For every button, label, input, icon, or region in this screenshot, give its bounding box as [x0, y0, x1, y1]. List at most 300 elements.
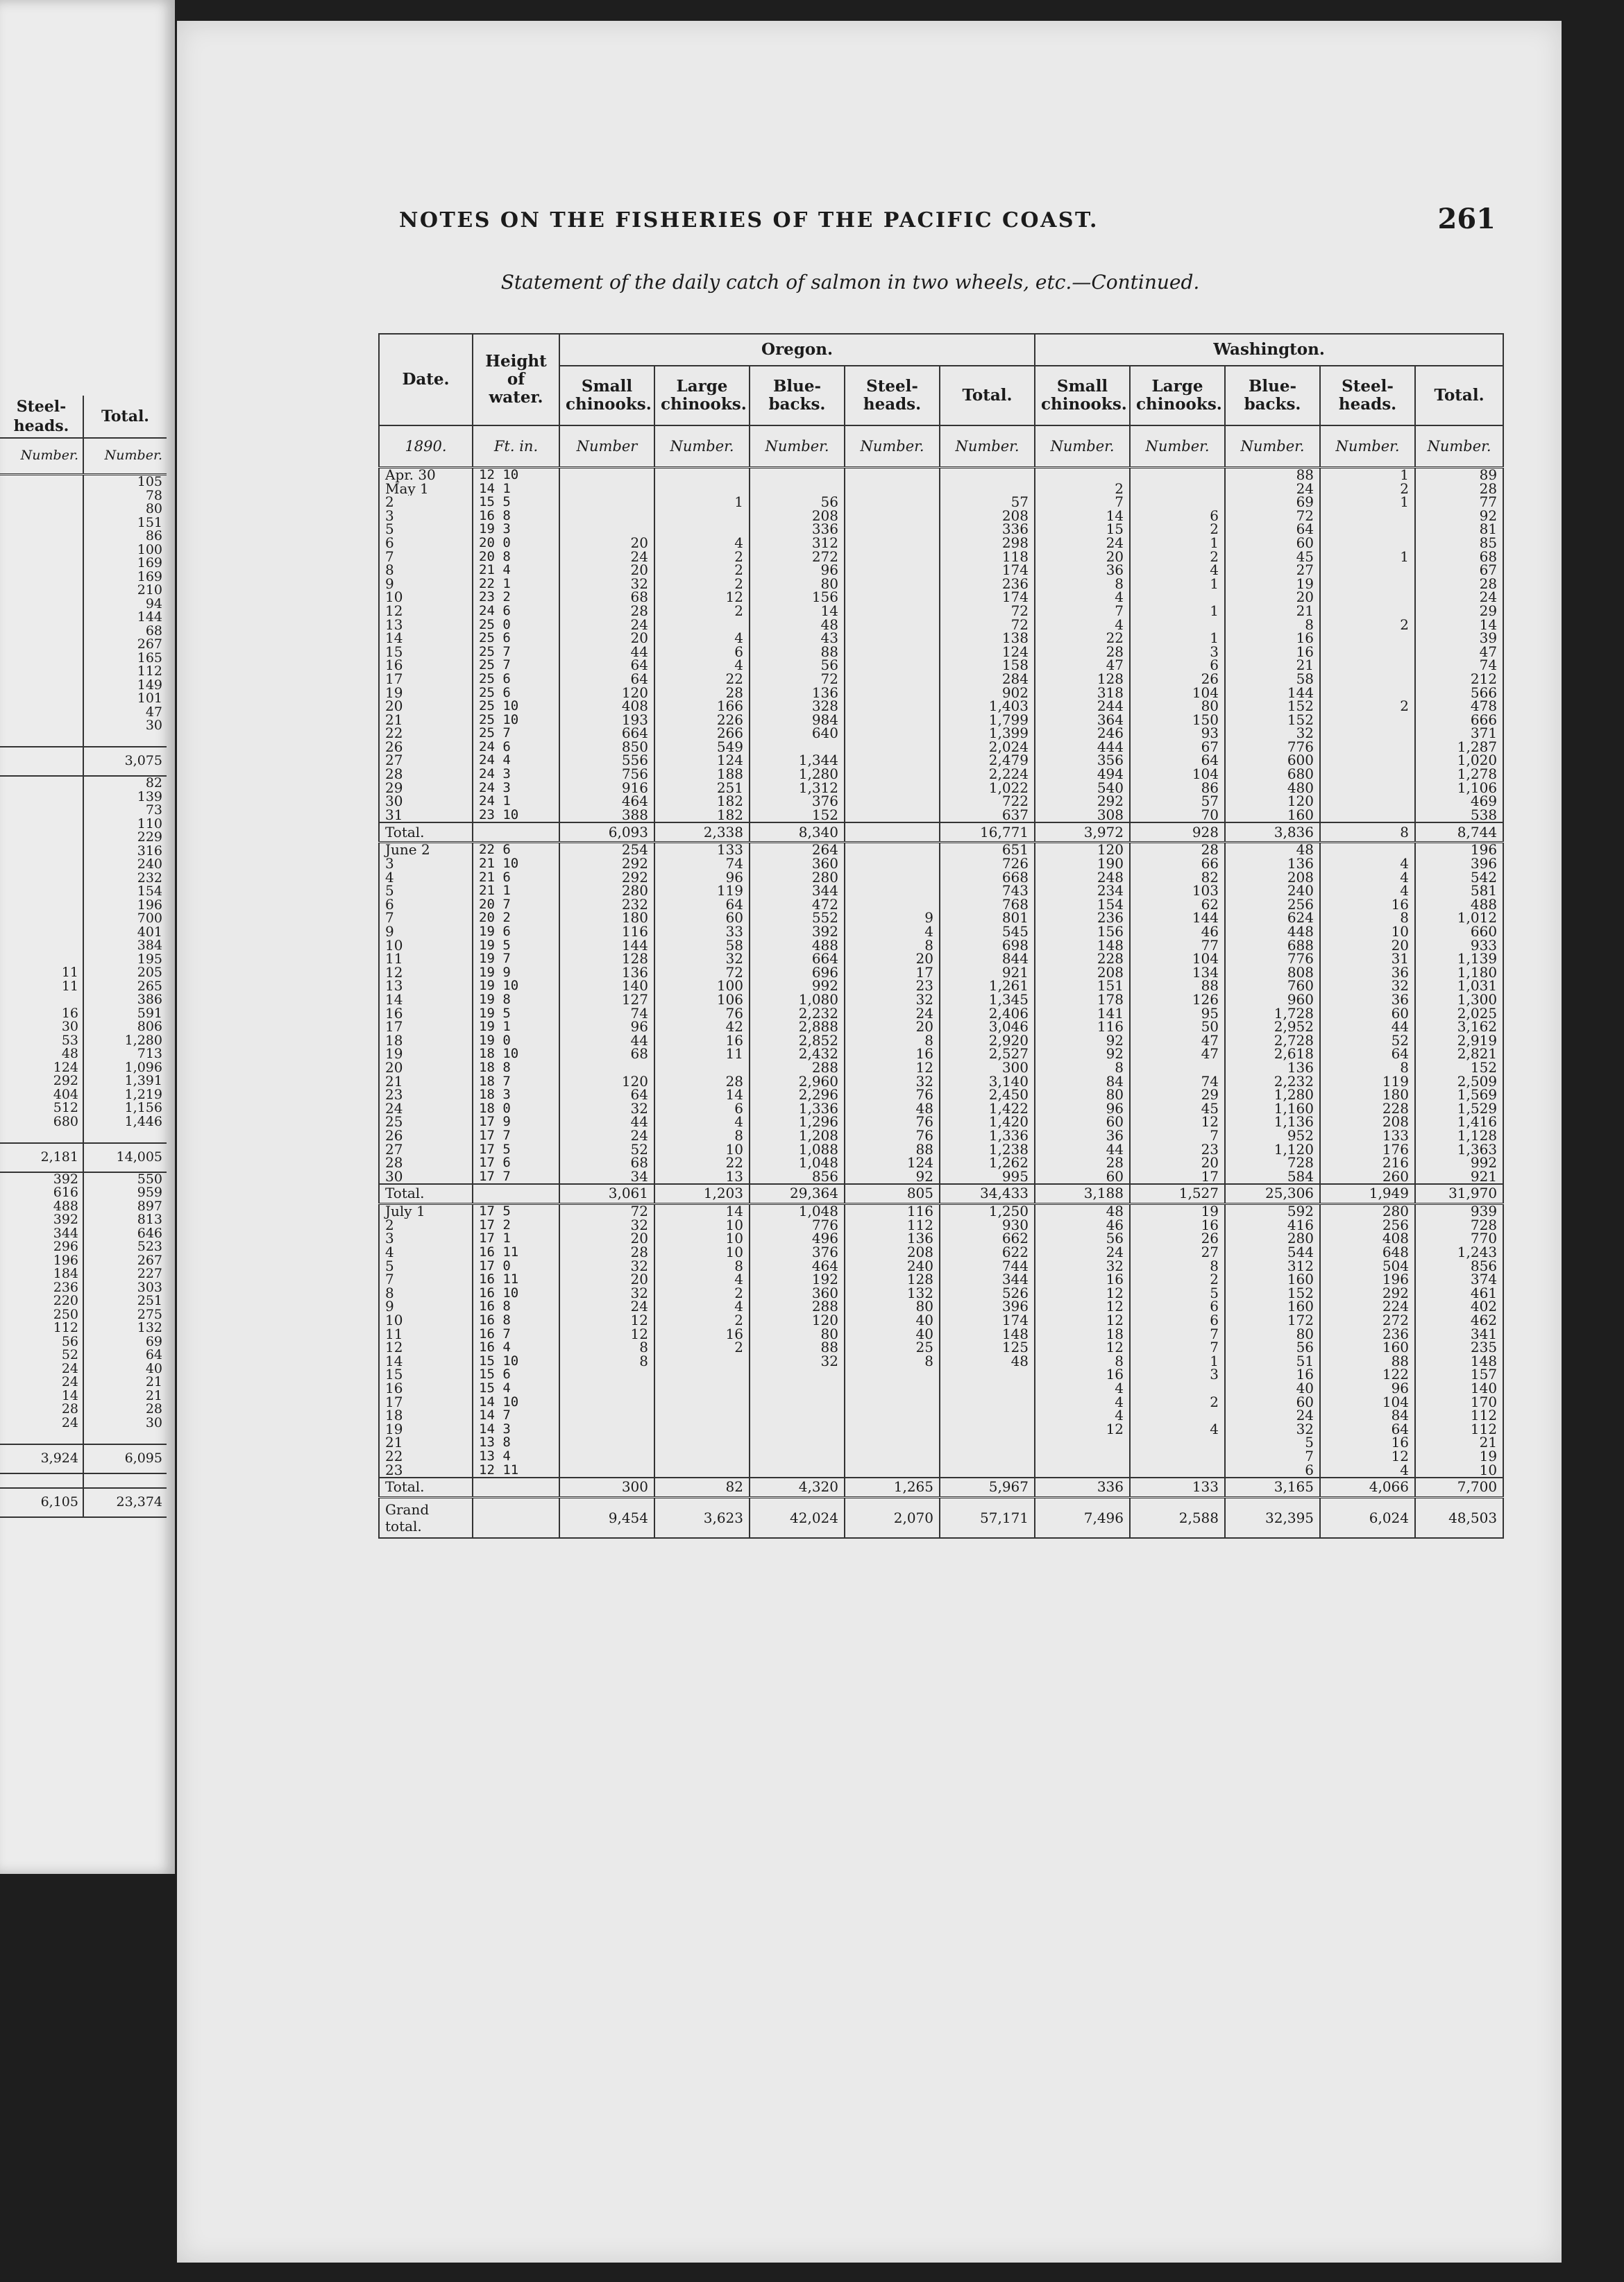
count-cell: 1,336	[940, 1129, 1035, 1143]
count-cell: 544	[1225, 1246, 1320, 1260]
count-cell: 624	[1225, 911, 1320, 925]
count-cell: 1,527	[1130, 1184, 1225, 1204]
count-cell: 174	[940, 1314, 1035, 1328]
table-row	[379, 1436, 1503, 1450]
count-cell	[845, 564, 940, 577]
count-cell: 138	[940, 632, 1035, 645]
count-cell: 148	[940, 1328, 1035, 1342]
count-cell: 2,821	[1415, 1047, 1503, 1061]
left-row	[0, 791, 167, 804]
count-cell	[1320, 727, 1415, 741]
count-cell	[750, 482, 845, 496]
left-cell: 232	[137, 871, 162, 885]
left-cell: 24	[0, 1376, 83, 1389]
count-cell: 48	[845, 1102, 940, 1116]
table-row	[379, 1088, 1503, 1102]
left-row	[0, 845, 167, 859]
left-cell: 14	[0, 1389, 83, 1403]
left-cell: 30	[145, 719, 162, 733]
count-cell	[1320, 809, 1415, 823]
count-cell: 8	[1035, 1061, 1130, 1075]
count-cell: 21	[1415, 1436, 1503, 1450]
col-bluebacks: Blue-backs.	[750, 366, 845, 425]
count-cell: 1,336	[750, 1102, 845, 1116]
count-cell: 2	[654, 1287, 750, 1301]
count-cell: 3,623	[654, 1498, 750, 1539]
left-cell	[0, 804, 83, 818]
date-cell: 19	[385, 1422, 403, 1437]
count-cell	[845, 1436, 940, 1450]
count-cell: 64	[1320, 1423, 1415, 1437]
count-cell: 40	[845, 1314, 940, 1328]
date-cell: 12	[385, 965, 403, 980]
left-cell: 196	[137, 898, 162, 912]
table-row	[379, 795, 1503, 809]
count-cell: 116	[845, 1204, 940, 1219]
left-cell: 267	[137, 638, 162, 652]
unit-label: Number	[559, 425, 654, 468]
count-cell: 808	[1225, 966, 1320, 980]
count-cell: 464	[750, 1260, 845, 1274]
count-cell: 16	[1035, 1273, 1130, 1287]
count-cell: 82	[1130, 871, 1225, 885]
count-cell: 1,208	[750, 1129, 845, 1143]
count-cell: 128	[845, 1273, 940, 1287]
count-cell: 32	[1225, 727, 1320, 741]
count-cell: 36	[1320, 993, 1415, 1007]
count-cell: 284	[940, 673, 1035, 686]
count-cell	[845, 781, 940, 795]
count-cell: 132	[845, 1287, 940, 1301]
count-cell: 3,836	[1225, 822, 1320, 843]
count-cell: 16	[654, 1034, 750, 1048]
count-cell: 174	[940, 591, 1035, 605]
left-cell: 149	[137, 678, 162, 692]
height-cell: 16 7	[473, 1328, 559, 1342]
left-unit: Number.	[83, 438, 167, 475]
count-cell: 22	[1035, 632, 1130, 645]
count-cell: 1,280	[1225, 1088, 1320, 1102]
count-cell: 1,139	[1415, 952, 1503, 966]
count-cell	[1130, 591, 1225, 605]
count-cell: 8	[654, 1129, 750, 1143]
count-cell: 16	[1035, 1368, 1130, 1382]
count-cell: 32	[845, 1075, 940, 1089]
height-cell: 16 8	[473, 509, 559, 523]
left-cell: 169	[137, 570, 162, 584]
count-cell: 10	[1320, 925, 1415, 939]
left-cell: 220	[0, 1294, 83, 1308]
count-cell: 1,106	[1415, 781, 1503, 795]
count-cell: 4,320	[750, 1478, 845, 1498]
count-cell: 1,048	[750, 1156, 845, 1170]
count-cell	[845, 843, 940, 857]
left-cell	[0, 818, 83, 831]
date-cell: 19	[385, 686, 403, 700]
date-cell: 17	[385, 1020, 403, 1034]
count-cell: 120	[559, 1075, 654, 1089]
count-cell: 8	[559, 1341, 654, 1355]
table-row	[379, 536, 1503, 550]
count-cell: 312	[1225, 1260, 1320, 1274]
left-cell: 275	[137, 1308, 162, 1321]
count-cell: 236	[940, 577, 1035, 591]
count-cell	[559, 1423, 654, 1437]
count-cell: 34,433	[940, 1184, 1035, 1204]
count-cell: 208	[940, 509, 1035, 523]
count-cell: 6	[1130, 1314, 1225, 1328]
left-cell: 165	[137, 651, 162, 665]
count-cell: 166	[654, 700, 750, 713]
count-cell	[940, 1382, 1035, 1396]
left-cell: 14,005	[83, 1143, 167, 1172]
count-cell	[845, 754, 940, 768]
count-cell: 1,949	[1320, 1184, 1415, 1204]
left-cell: 386	[137, 993, 162, 1007]
running-title: NOTES ON THE FISHERIES OF THE PACIFIC COAST.	[399, 208, 1099, 233]
height-cell: 24 6	[473, 605, 559, 618]
count-cell: 622	[940, 1246, 1035, 1260]
count-cell	[1320, 591, 1415, 605]
left-cell: 251	[137, 1294, 162, 1308]
col-date: Date.	[379, 334, 473, 425]
count-cell: 45	[1130, 1102, 1225, 1116]
count-cell: 74	[1130, 1075, 1225, 1089]
count-cell: 60	[1225, 536, 1320, 550]
left-row	[0, 1129, 167, 1143]
count-cell: 992	[1415, 1156, 1503, 1170]
count-cell: 7	[1130, 1328, 1225, 1342]
count-cell: 844	[940, 952, 1035, 966]
count-cell: 6	[654, 1102, 750, 1116]
height-cell	[473, 1184, 559, 1204]
left-row	[0, 502, 167, 516]
left-row	[0, 1267, 167, 1281]
count-cell: 3,046	[940, 1020, 1035, 1034]
left-cell: 53	[0, 1034, 83, 1048]
count-cell: 19	[1415, 1450, 1503, 1464]
count-cell: 504	[1320, 1260, 1415, 1274]
count-cell: 264	[750, 843, 845, 857]
count-cell: 1,363	[1415, 1143, 1503, 1157]
left-row	[0, 679, 167, 693]
count-cell: 22	[654, 673, 750, 686]
left-row	[0, 1143, 167, 1172]
count-cell: 100	[654, 979, 750, 993]
count-cell: 80	[750, 1328, 845, 1342]
count-cell	[1320, 795, 1415, 809]
count-cell: 9	[845, 911, 940, 925]
table-row	[379, 979, 1503, 993]
count-cell	[845, 1450, 940, 1464]
count-cell: 2	[1035, 482, 1130, 496]
count-cell: 292	[1320, 1287, 1415, 1301]
count-cell	[750, 1382, 845, 1396]
count-cell: 2,852	[750, 1034, 845, 1048]
left-cell: 112	[137, 665, 162, 679]
count-cell: 8,744	[1415, 822, 1503, 843]
table-row	[379, 1260, 1503, 1274]
count-cell: 254	[559, 843, 654, 857]
table-row	[379, 550, 1503, 564]
count-cell	[845, 700, 940, 713]
count-cell	[845, 871, 940, 885]
left-row	[0, 1473, 167, 1489]
date-cell: 9	[385, 1300, 394, 1315]
count-cell	[559, 1409, 654, 1423]
count-cell	[654, 1464, 750, 1478]
table-row	[379, 1314, 1503, 1328]
count-cell: 1	[1130, 632, 1225, 645]
date-cell: 4	[385, 1246, 394, 1260]
left-row	[0, 831, 167, 845]
count-cell: 2,406	[940, 1007, 1035, 1021]
count-cell: 36	[1035, 564, 1130, 577]
count-cell: 124	[845, 1156, 940, 1170]
count-cell	[559, 1396, 654, 1410]
count-cell: 192	[750, 1273, 845, 1287]
count-cell: 20	[1320, 939, 1415, 953]
count-cell: 584	[1225, 1170, 1320, 1185]
col-steelheads: Steel-heads.	[845, 366, 940, 425]
count-cell: 124	[940, 645, 1035, 659]
left-row	[0, 665, 167, 679]
count-cell: 933	[1415, 939, 1503, 953]
count-cell: 140	[1415, 1382, 1503, 1396]
count-cell: 1	[1130, 536, 1225, 550]
height-cell: 24 3	[473, 768, 559, 781]
left-cell: 401	[137, 925, 162, 939]
count-cell	[940, 1423, 1035, 1437]
left-cell	[0, 747, 83, 776]
count-cell: 688	[1225, 939, 1320, 953]
left-cell: 296	[0, 1240, 83, 1254]
count-cell	[1320, 632, 1415, 645]
count-cell: 5	[1225, 1436, 1320, 1450]
count-cell: 921	[1415, 1170, 1503, 1185]
left-cell: 404	[0, 1088, 83, 1102]
table-row	[379, 1232, 1503, 1246]
count-cell: 272	[750, 550, 845, 564]
count-cell: 21	[1225, 659, 1320, 673]
left-cell: 64	[145, 1349, 162, 1362]
count-cell: 1,080	[750, 993, 845, 1007]
date-cell: 26	[385, 740, 403, 754]
count-cell: 2	[654, 564, 750, 577]
count-cell: 2	[1130, 1273, 1225, 1287]
left-cell: 1,096	[124, 1060, 162, 1074]
left-cell: 80	[145, 502, 162, 516]
left-row	[0, 557, 167, 570]
left-cell	[0, 1430, 83, 1444]
count-cell: 308	[1035, 809, 1130, 823]
count-cell: 126	[1130, 993, 1225, 1007]
count-cell	[940, 1464, 1035, 1478]
count-cell: 312	[750, 536, 845, 550]
date-cell: 22	[385, 1449, 403, 1464]
count-cell: 234	[1035, 884, 1130, 898]
height-cell: 14 3	[473, 1423, 559, 1437]
count-cell: 11	[654, 1047, 750, 1061]
count-cell: 318	[1035, 686, 1130, 700]
left-row	[0, 1376, 167, 1389]
left-cell: 28	[0, 1403, 83, 1417]
count-cell: 96	[750, 564, 845, 577]
count-cell: 88	[845, 1143, 940, 1157]
count-cell: 236	[1035, 911, 1130, 925]
count-cell: 8	[559, 1355, 654, 1369]
left-row	[0, 993, 167, 1007]
left-cell: 11	[0, 966, 83, 980]
count-cell: 4	[1035, 591, 1130, 605]
count-cell: 28	[1035, 645, 1130, 659]
table-row	[379, 1464, 1503, 1478]
table-row	[379, 1170, 1503, 1185]
count-cell: 2,527	[940, 1047, 1035, 1061]
left-row	[0, 733, 167, 747]
count-cell: 4	[654, 1115, 750, 1129]
count-cell: 29,364	[750, 1184, 845, 1204]
count-cell: 29	[1415, 605, 1503, 618]
table-row	[379, 618, 1503, 632]
height-cell: 15 10	[473, 1355, 559, 1369]
count-cell: 4	[654, 1300, 750, 1314]
count-cell: 2,025	[1415, 1007, 1503, 1021]
height-cell: 20 2	[473, 911, 559, 925]
count-cell	[845, 1396, 940, 1410]
count-cell: 3,165	[1225, 1478, 1320, 1498]
count-cell: 4	[1130, 1423, 1225, 1437]
count-cell: 27	[1130, 1246, 1225, 1260]
count-cell: 850	[559, 741, 654, 754]
left-cell	[83, 1129, 167, 1143]
count-cell	[654, 1061, 750, 1075]
left-cell: 151	[137, 516, 162, 530]
date-cell: 7	[385, 911, 394, 925]
count-cell	[1320, 523, 1415, 536]
height-cell: 16 10	[473, 1287, 559, 1301]
table-row	[379, 564, 1503, 577]
count-cell: 212	[1415, 673, 1503, 686]
left-cell	[0, 912, 83, 926]
count-cell: 150	[1130, 713, 1225, 727]
count-cell: 6	[1130, 659, 1225, 673]
count-cell: 228	[1035, 952, 1130, 966]
left-row	[0, 1007, 167, 1021]
height-cell: 21 1	[473, 884, 559, 898]
left-cell: 959	[137, 1186, 162, 1200]
count-cell: 8,340	[750, 822, 845, 843]
left-cell: 105	[137, 474, 162, 489]
table-row	[379, 939, 1503, 953]
count-cell: 538	[1415, 809, 1503, 823]
table-row	[379, 673, 1503, 686]
table-row	[379, 523, 1503, 536]
count-cell: 36	[1035, 1129, 1130, 1143]
count-cell: 14	[1035, 509, 1130, 523]
count-cell: 24	[1035, 1246, 1130, 1260]
count-cell: 12	[1035, 1341, 1130, 1355]
count-cell	[559, 468, 654, 482]
count-cell	[559, 509, 654, 523]
count-cell: 76	[845, 1129, 940, 1143]
count-cell: 1	[1320, 468, 1415, 482]
count-cell: 902	[940, 686, 1035, 700]
left-header-total: Total.	[83, 396, 167, 438]
left-row	[0, 611, 167, 625]
count-cell	[559, 523, 654, 536]
count-cell: 152	[1225, 713, 1320, 727]
count-cell: 8	[1225, 618, 1320, 632]
count-cell: 34	[559, 1170, 654, 1185]
left-cell: 303	[137, 1281, 162, 1294]
date-cell: 15	[385, 1368, 403, 1382]
count-cell	[845, 822, 940, 843]
left-row	[0, 1200, 167, 1214]
count-cell: 228	[1320, 1102, 1415, 1116]
count-cell	[559, 1368, 654, 1382]
left-cell	[0, 885, 83, 899]
table-row	[379, 727, 1503, 741]
count-cell: 5	[1130, 1287, 1225, 1301]
count-cell	[845, 898, 940, 912]
date-cell: 4	[385, 870, 394, 885]
count-cell: 3,162	[1415, 1020, 1503, 1034]
count-cell: 44	[1320, 1020, 1415, 1034]
total-row	[379, 822, 1503, 843]
height-cell: 17 7	[473, 1170, 559, 1185]
count-cell: 4	[1035, 1409, 1130, 1423]
count-cell: 72	[1225, 509, 1320, 523]
count-cell: 10	[654, 1232, 750, 1246]
count-cell: 182	[654, 795, 750, 809]
count-cell: 2,920	[940, 1034, 1035, 1048]
count-cell: 856	[1415, 1260, 1503, 1274]
count-cell: 8	[845, 939, 940, 953]
table-row	[379, 741, 1503, 754]
left-cell: 6,095	[83, 1444, 167, 1473]
count-cell: 1,569	[1415, 1088, 1503, 1102]
count-cell: 776	[1225, 952, 1320, 966]
left-cell: 3,075	[83, 747, 167, 776]
left-cell: 813	[137, 1213, 162, 1227]
count-cell: 2,960	[750, 1075, 845, 1089]
table-row	[379, 1102, 1503, 1116]
left-row	[0, 1186, 167, 1200]
count-cell: 6,093	[559, 822, 654, 843]
count-cell: 24	[1225, 482, 1320, 496]
date-cell: 28	[385, 1156, 403, 1170]
date-cell: 21	[385, 713, 403, 727]
count-cell: 70	[1130, 809, 1225, 823]
height-cell: 18 7	[473, 1075, 559, 1089]
count-cell: 32	[559, 1219, 654, 1233]
date-cell: 9	[385, 577, 394, 591]
count-cell: 120	[1035, 843, 1130, 857]
left-cell: 6,105	[0, 1488, 83, 1517]
table-row	[379, 700, 1503, 713]
height-cell	[473, 1498, 559, 1539]
count-cell	[654, 1396, 750, 1410]
table-row	[379, 1355, 1503, 1369]
count-cell: 648	[1320, 1246, 1415, 1260]
date-cell: 6	[385, 536, 394, 550]
count-cell: 52	[559, 1143, 654, 1157]
count-cell: 12	[1035, 1423, 1130, 1437]
count-cell: 371	[1415, 727, 1503, 741]
date-cell: 16	[385, 1006, 403, 1021]
count-cell: 7	[1130, 1129, 1225, 1143]
